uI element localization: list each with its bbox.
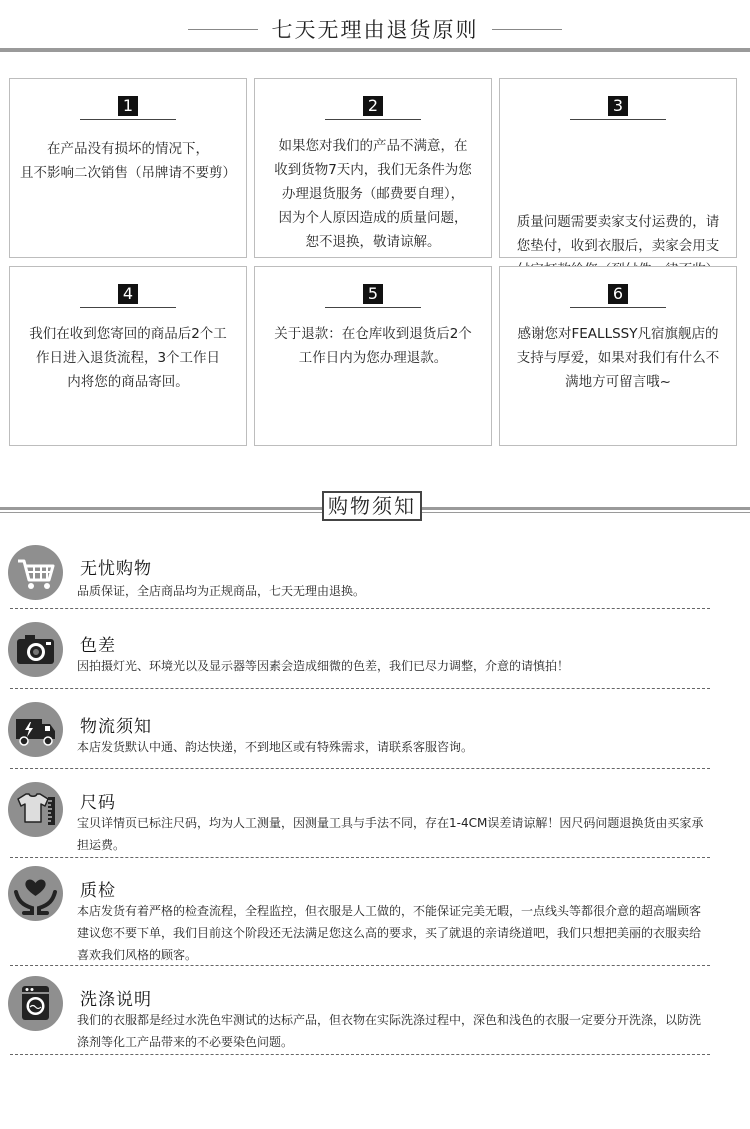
policy-number: 3 <box>608 96 628 116</box>
policy-text: 关于退款：在仓库收到退货后2个 工作日内为您办理退款。 <box>274 326 472 366</box>
policy-rule <box>325 119 421 120</box>
notice-desc: 宝贝详情页已标注尺码，均为人工测量，因测量工具与手法不同，存在1-4CM误差请谅解！因尺码问题退换货由买家承担运费。 <box>77 816 704 852</box>
notice-desc: 我们的衣服都是经过水洗色牢测试的达标产品，但衣物在实际洗涤过程中，深色和浅色的衣服一定要分开洗涤，以防洗涤剂等化工产品带来的不必要染色问题。 <box>77 1013 702 1049</box>
dashed-divider <box>10 857 710 858</box>
notice-desc: 本店发货有着严格的检查流程，全程监控，但衣服是人工做的，不能保证完美无暇，一点线头等都很介意的超高端顾客建议您不要下单，我们目前这个阶段还无法满足您这么高的要求，买了就退的亲请绕道吧，我们只想把美丽的衣服卖给喜欢我们风格的顾客。 <box>77 904 702 962</box>
tshirt-ruler-icon <box>8 782 63 837</box>
policy-rule <box>570 307 666 308</box>
policy-box-5 <box>254 266 492 446</box>
washing-machine-icon <box>8 976 63 1031</box>
policy-number: 1 <box>118 96 138 116</box>
policy-text: 如果您对我们的产品不满意，在 收到货物7天内，我们无条件为您 办理退货服务（邮费要自理）， 因为个人原因造成的质量问题， 恕不退换，敬请谅解。 <box>274 138 472 250</box>
dashed-divider <box>10 608 710 609</box>
policy-box-1 <box>9 78 247 258</box>
policy-number: 5 <box>363 284 383 304</box>
notice-item-size <box>0 782 750 854</box>
policy-number: 2 <box>363 96 383 116</box>
header-line-right <box>492 29 562 30</box>
policy-text: 质量问题需要卖家支付运费的，请 您垫付，收到衣服后，卖家会用支 <box>516 214 720 254</box>
section-divider-bar <box>0 48 750 52</box>
dashed-divider <box>10 1054 710 1055</box>
notice-item-washing <box>0 976 750 1051</box>
policy-rule <box>80 119 176 120</box>
policy-box-6 <box>499 266 737 446</box>
policy-text: 感谢您对FEALLSSY凡宿旗舰店的 支持与厚爱，如果对我们有什么不 满地方可留言哦~ <box>516 326 720 390</box>
notice-desc: 因拍摄灯光、环境光以及显示器等因素会造成细微的色差，我们已尽力调整，介意的请慎拍！ <box>77 659 570 673</box>
notice-title: 尺码 <box>80 793 116 813</box>
notice-title: 质检 <box>80 881 116 901</box>
dashed-divider <box>10 688 710 689</box>
notice-item-worry-free <box>0 545 750 610</box>
notice-desc: 本店发货默认中通、韵达快递，不到地区或有特殊需求，请联系客服咨询。 <box>77 740 474 754</box>
heart-hands-icon <box>8 866 63 921</box>
delivery-truck-icon <box>8 702 63 757</box>
camera-icon <box>8 622 63 677</box>
return-policy-header <box>0 14 750 44</box>
notice-item-color <box>0 622 750 687</box>
policy-number: 6 <box>608 284 628 304</box>
policy-text: 我们在收到您寄回的商品后2个工 作日进入退货流程，3个工作日 内将您的商品寄回。 <box>29 326 227 390</box>
policy-number: 4 <box>118 284 138 304</box>
shopping-notice-title: 购物须知 <box>322 491 422 521</box>
policy-box-2 <box>254 78 492 258</box>
policy-rule <box>80 307 176 308</box>
return-policy-title: 七天无理由退货原则 <box>271 18 479 42</box>
policy-box-4 <box>9 266 247 446</box>
policy-text: 在产品没有损坏的情况下， 且不影响二次销售（吊牌请不要剪） <box>20 141 236 181</box>
notice-title: 物流须知 <box>80 717 152 737</box>
notice-title: 洗涤说明 <box>80 990 152 1010</box>
dashed-divider <box>10 768 710 769</box>
policy-rule <box>325 307 421 308</box>
notice-desc: 品质保证，全店商品均为正规商品，七天无理由退换。 <box>77 584 366 598</box>
notice-title: 无忧购物 <box>80 559 152 579</box>
notice-title: 色差 <box>80 636 116 656</box>
policy-rule <box>570 119 666 120</box>
policy-box-3 <box>499 78 737 258</box>
notice-item-quality <box>0 866 750 966</box>
dashed-divider <box>10 965 710 966</box>
shopping-cart-icon <box>8 545 63 600</box>
header-line-left <box>188 29 258 30</box>
notice-item-logistics <box>0 702 750 767</box>
